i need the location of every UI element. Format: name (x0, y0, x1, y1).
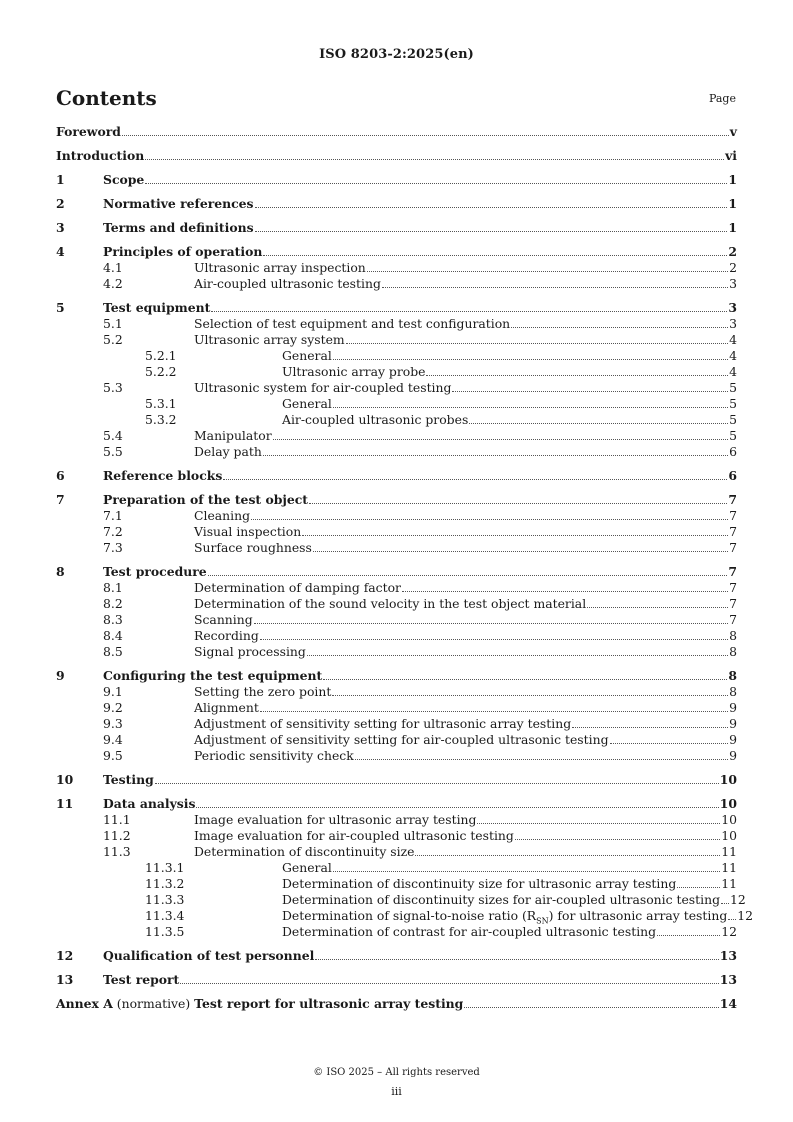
toc-entry-page: 1 (728, 220, 737, 235)
toc-entry-title: Surface roughness (194, 540, 312, 555)
toc-entry-title: Adjustment of sensitivity setting for air-coupled ultrasonic testing (194, 732, 609, 747)
dot-leader (122, 134, 729, 136)
toc-entry-page: 11 (721, 860, 737, 875)
toc-entry-page: 11 (721, 876, 737, 891)
toc-entry[interactable] (56, 748, 737, 764)
dot-leader (155, 782, 719, 784)
dot-leader (180, 982, 718, 984)
toc-entry-number: 5.5 (103, 444, 123, 459)
toc-entry-number: 11.3.1 (145, 860, 185, 875)
toc-entry-title: Test procedure (103, 564, 207, 579)
toc-entry-number: 11.3.4 (145, 908, 185, 923)
toc-entry-number: 13 (56, 972, 74, 987)
toc-entry[interactable] (56, 300, 737, 316)
toc-entry-page: 2 (728, 244, 737, 259)
toc-entry[interactable] (56, 924, 737, 940)
dot-leader (260, 638, 728, 640)
toc-entry-page: 7 (728, 492, 737, 507)
toc-entry[interactable] (56, 596, 737, 612)
toc-entry[interactable] (56, 316, 737, 332)
dot-leader (333, 358, 728, 360)
dot-leader (255, 230, 728, 232)
toc-entry-number: 8 (56, 564, 65, 579)
dot-leader (677, 886, 720, 888)
toc-entry-page: 9 (729, 716, 737, 731)
toc-entry-page: 7 (729, 612, 737, 627)
toc-entry[interactable] (56, 700, 737, 716)
toc-entry-page: vi (725, 148, 737, 163)
toc-entry[interactable] (56, 972, 737, 988)
toc-entry-title: Selection of test equipment and test configuration (194, 316, 511, 331)
toc-entry[interactable] (56, 412, 737, 428)
toc-entry-page: 9 (729, 700, 737, 715)
dot-leader (452, 390, 728, 392)
toc-entry-page: 14 (719, 996, 737, 1011)
toc-entry-number: 11 (56, 796, 74, 811)
toc-entry-number: 9.1 (103, 684, 123, 699)
toc-entry-number: 4.2 (103, 276, 123, 291)
toc-entry-page: 1 (728, 196, 737, 211)
toc-entry[interactable] (56, 332, 737, 348)
toc-entry-number: 5.3.1 (145, 396, 177, 411)
dot-leader (260, 710, 728, 712)
toc-entry-number: 11.2 (103, 828, 131, 843)
toc-entry-page: 12 (737, 908, 754, 923)
toc-entry[interactable] (56, 364, 737, 380)
toc-entry[interactable] (56, 996, 737, 1012)
toc-entry-page: 8 (729, 644, 737, 659)
toc-entry[interactable] (56, 860, 737, 876)
toc-entry[interactable] (56, 644, 737, 660)
dot-leader (355, 758, 728, 760)
toc-entry-page: 5 (729, 428, 737, 443)
dot-leader (515, 838, 720, 840)
toc-entry-number: 9.3 (103, 716, 123, 731)
dot-leader (382, 286, 728, 288)
toc-entry[interactable] (56, 716, 737, 732)
toc-entry[interactable] (56, 428, 737, 444)
toc-entry-page: 3 (729, 276, 737, 291)
page-number: iii (391, 1085, 402, 1098)
toc-entry-page: 13 (719, 948, 737, 963)
toc-entry-title: Configuring the test equipment (103, 668, 323, 683)
toc-entry-number: 11.3.2 (145, 876, 185, 891)
toc-entry-number: 5.3 (103, 380, 123, 395)
toc-entry[interactable] (56, 892, 746, 908)
toc-entry-number: 5.2.2 (145, 364, 177, 379)
toc-entry-title: Annex A (normative) Test report for ultrasonic array testing (56, 996, 464, 1011)
toc-entry-page: 12 (721, 924, 737, 939)
toc-entry[interactable] (56, 684, 737, 700)
toc-entry-number: 11.1 (103, 812, 131, 827)
toc-entry-number: 11.3 (103, 844, 131, 859)
toc-entry-number: 5.2 (103, 332, 123, 347)
toc-entry-title: Normative references (103, 196, 254, 211)
toc-entry-title: Data analysis (103, 796, 196, 811)
toc-entry-title: Determination of discontinuity size for ultrasonic array testing (282, 876, 677, 891)
toc-entry-title: Reference blocks (103, 468, 223, 483)
toc-entry[interactable] (56, 628, 737, 644)
table-of-contents (56, 124, 754, 1012)
toc-entry-page: 7 (729, 540, 737, 555)
toc-entry-page: 4 (729, 348, 737, 363)
toc-entry-number: 2 (56, 196, 65, 211)
toc-entry[interactable] (56, 396, 737, 412)
toc-entry-page: 3 (728, 300, 737, 315)
dot-leader (415, 854, 720, 856)
toc-entry-page: 13 (719, 972, 737, 987)
toc-entry-title: Determination of discontinuity size (194, 844, 415, 859)
toc-entry-title: Determination of signal-to-noise ratio $(R_{SN})$ for ultrasonic array testing (282, 908, 728, 926)
dot-leader (145, 158, 724, 160)
toc-entry-page: 10 (719, 772, 737, 787)
dot-leader (728, 918, 736, 920)
toc-entry[interactable] (56, 444, 737, 460)
toc-entry-title: Scope (103, 172, 145, 187)
toc-entry-page: 9 (729, 748, 737, 763)
toc-entry-number: 8.4 (103, 628, 123, 643)
toc-entry-number: 9 (56, 668, 65, 683)
toc-entry[interactable] (56, 612, 737, 628)
toc-entry-title: Setting the zero point (194, 684, 332, 699)
toc-entry-title: Preparation of the test object (103, 492, 309, 507)
toc-entry-number: 11.3.5 (145, 924, 185, 939)
toc-entry-page: 5 (729, 396, 737, 411)
dot-leader (273, 438, 728, 440)
dot-leader (302, 534, 728, 536)
dot-leader (313, 550, 728, 552)
toc-entry-page: 2 (729, 260, 737, 275)
toc-entry-number: 5.3.2 (145, 412, 177, 427)
toc-entry-page: 4 (729, 332, 737, 347)
toc-entry-title: Determination of the sound velocity in the test object material (194, 596, 587, 611)
toc-entry-page: 6 (728, 468, 737, 483)
dot-leader (333, 870, 720, 872)
toc-entry-title: Determination of discontinuity sizes for air-coupled ultrasonic testing (282, 892, 721, 907)
toc-entry-number: 7.2 (103, 524, 123, 539)
toc-entry[interactable] (56, 172, 737, 188)
toc-entry-number: 5.2.1 (145, 348, 177, 363)
toc-entry[interactable] (56, 772, 737, 788)
copyright-footer: © ISO 2025 – All rights reserved (313, 1067, 480, 1078)
toc-entry-title: Test report (103, 972, 180, 987)
toc-entry-page: 10 (721, 828, 737, 843)
toc-entry-title: Alignment (194, 700, 259, 715)
toc-entry-title: Principles of operation (103, 244, 263, 259)
dot-leader (254, 622, 728, 624)
toc-entry-page: 7 (728, 564, 737, 579)
toc-entry-page: 5 (729, 380, 737, 395)
toc-entry-title: Qualification of test personnel (103, 948, 315, 963)
toc-entry-number: 7.3 (103, 540, 123, 555)
toc-entry[interactable] (56, 380, 737, 396)
toc-entry[interactable] (56, 844, 737, 860)
toc-entry[interactable] (56, 908, 754, 926)
toc-entry-title: Recording (194, 628, 259, 643)
toc-entry[interactable] (56, 732, 737, 748)
toc-entry-number: 12 (56, 948, 74, 963)
toc-entry-page: 3 (729, 316, 737, 331)
dot-leader (208, 574, 728, 576)
toc-entry[interactable] (56, 540, 737, 556)
dot-leader (464, 1006, 718, 1008)
dot-leader (587, 606, 728, 608)
toc-entry[interactable] (56, 276, 737, 292)
dot-leader (469, 422, 728, 424)
dot-leader (332, 694, 728, 696)
dot-leader (657, 934, 720, 936)
dot-leader (196, 806, 718, 808)
toc-entry-number: 7 (56, 492, 65, 507)
toc-entry[interactable] (56, 524, 737, 540)
dot-leader (346, 342, 728, 344)
toc-entry-title: Air-coupled ultrasonic testing (194, 276, 381, 291)
toc-entry-title: Image evaluation for ultrasonic array testing (194, 812, 477, 827)
toc-entry-page: 6 (729, 444, 737, 459)
dot-leader (426, 374, 728, 376)
dot-leader (307, 654, 728, 656)
toc-entry-title: Periodic sensitivity check (194, 748, 354, 763)
toc-entry-page: 4 (729, 364, 737, 379)
dot-leader (263, 254, 727, 256)
toc-entry[interactable] (56, 668, 737, 684)
toc-entry-title: Terms and definitions (103, 220, 254, 235)
toc-entry[interactable] (56, 196, 737, 212)
toc-entry-title: Ultrasonic system for air-coupled testing (194, 380, 452, 395)
toc-entry-number: 7.1 (103, 508, 123, 523)
toc-entry-title: Cleaning (194, 508, 251, 523)
toc-entry-title: Adjustment of sensitivity setting for ultrasonic array testing (194, 716, 572, 731)
toc-entry-number: 9.2 (103, 700, 123, 715)
toc-entry[interactable] (56, 812, 737, 828)
toc-entry[interactable] (56, 948, 737, 964)
toc-entry-number: 10 (56, 772, 74, 787)
toc-entry-number: 1 (56, 172, 65, 187)
dot-leader (511, 326, 728, 328)
toc-entry-number: 8.1 (103, 580, 123, 595)
dot-leader (223, 478, 727, 480)
dot-leader (402, 590, 728, 592)
toc-entry-title: Introduction (56, 148, 145, 163)
toc-entry-title: General (282, 348, 332, 363)
toc-entry-title: Ultrasonic array system (194, 332, 345, 347)
toc-entry-page: 10 (719, 796, 737, 811)
toc-entry-title: Manipulator (194, 428, 272, 443)
toc-entry[interactable] (56, 564, 737, 580)
toc-entry-title: Testing (103, 772, 154, 787)
dot-leader (211, 310, 727, 312)
toc-entry[interactable] (56, 492, 737, 508)
document-header: ISO 8203-2:2025(en) (319, 47, 474, 62)
toc-entry-title: Air-coupled ultrasonic probes (282, 412, 469, 427)
dot-leader (333, 406, 728, 408)
dot-leader (477, 822, 720, 824)
toc-entry-title: Delay path (194, 444, 262, 459)
toc-entry-page: 5 (729, 412, 737, 427)
toc-entry-title: Determination of contrast for air-coupled ultrasonic testing (282, 924, 657, 939)
dot-leader (263, 454, 728, 456)
dot-leader (323, 678, 727, 680)
toc-entry-number: 5.4 (103, 428, 123, 443)
toc-entry-page: 8 (728, 668, 737, 683)
toc-entry-title: Determination of damping factor (194, 580, 401, 595)
dot-leader (721, 902, 729, 904)
toc-entry-page: 9 (729, 732, 737, 747)
dot-leader (251, 518, 728, 520)
toc-entry-title: Signal processing (194, 644, 306, 659)
toc-entry[interactable] (56, 468, 737, 484)
toc-entry-page: 12 (730, 892, 746, 907)
toc-entry-title: General (282, 860, 332, 875)
toc-entry-number: 8.2 (103, 596, 123, 611)
toc-entry[interactable] (56, 220, 737, 236)
dot-leader (255, 206, 728, 208)
toc-entry-number: 9.5 (103, 748, 123, 763)
toc-entry-title: Ultrasonic array probe (282, 364, 426, 379)
toc-entry-number: 4.1 (103, 260, 123, 275)
toc-entry-title: Test equipment (103, 300, 211, 315)
toc-entry[interactable] (56, 148, 737, 164)
toc-entry-page: 10 (721, 812, 737, 827)
toc-entry-page: 11 (721, 844, 737, 859)
toc-entry-number: 9.4 (103, 732, 123, 747)
toc-entry-title: Foreword (56, 124, 121, 139)
dot-leader (309, 502, 727, 504)
dot-leader (145, 182, 727, 184)
contents-heading: Contents (56, 86, 157, 110)
toc-entry-title: Visual inspection (194, 524, 302, 539)
dot-leader (572, 726, 728, 728)
dot-leader (315, 958, 718, 960)
toc-entry[interactable] (56, 244, 737, 260)
toc-entry-page: 8 (729, 684, 737, 699)
toc-entry-title: Image evaluation for air-coupled ultrasonic testing (194, 828, 514, 843)
toc-entry-number: 5 (56, 300, 65, 315)
toc-entry[interactable] (56, 876, 737, 892)
toc-entry-title: Scanning (194, 612, 253, 627)
toc-entry[interactable] (56, 260, 737, 276)
toc-entry[interactable] (56, 828, 737, 844)
toc-entry-page: 7 (729, 580, 737, 595)
toc-entry-page: 7 (729, 596, 737, 611)
dot-leader (367, 270, 728, 272)
toc-entry-number: 8.5 (103, 644, 123, 659)
toc-entry-page: 7 (729, 524, 737, 539)
dot-leader (610, 742, 729, 744)
toc-entry[interactable] (56, 348, 737, 364)
toc-entry[interactable] (56, 580, 737, 596)
toc-entry-page: 8 (729, 628, 737, 643)
toc-entry[interactable] (56, 124, 737, 140)
toc-entry-page: 1 (728, 172, 737, 187)
toc-entry-number: 5.1 (103, 316, 123, 331)
toc-entry-page: 7 (729, 508, 737, 523)
toc-entry-page: v (729, 124, 737, 139)
toc-entry[interactable] (56, 796, 737, 812)
toc-entry-number: 4 (56, 244, 65, 259)
toc-entry[interactable] (56, 508, 737, 524)
toc-entry-number: 6 (56, 468, 65, 483)
toc-entry-number: 11.3.3 (145, 892, 185, 907)
toc-entry-title: Ultrasonic array inspection (194, 260, 366, 275)
page-column-label: Page (708, 92, 736, 105)
toc-entry-number: 3 (56, 220, 65, 235)
toc-entry-number: 8.3 (103, 612, 123, 627)
toc-entry-title: General (282, 396, 332, 411)
